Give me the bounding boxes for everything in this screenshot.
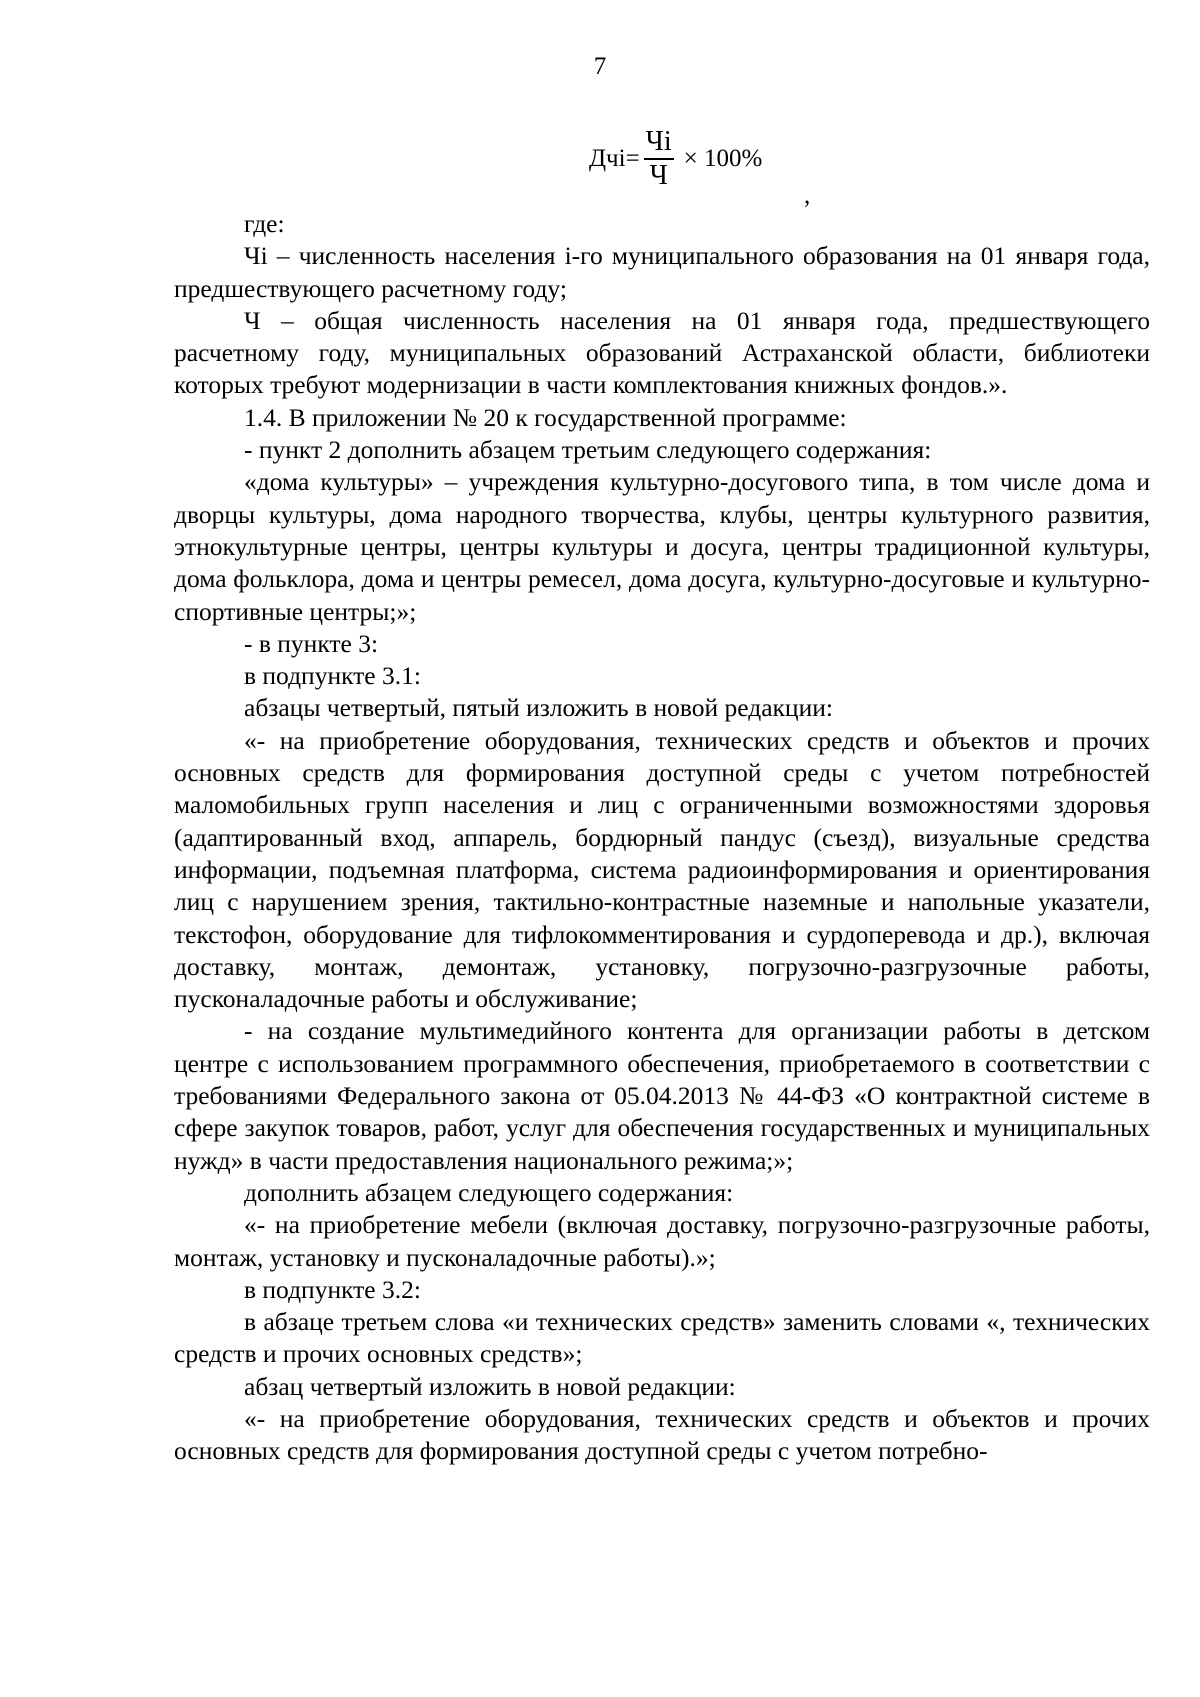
paragraph: - в пункте 3: [244,628,379,658]
paragraph: в абзаце третьем слова «и технических средств» заменить словами «, технических средств и прочих основных средств»; [174,1307,1150,1369]
paragraph: «- на приобретение оборудования, технических средств и объектов и прочих основных средств для формирования доступной среды с учетом потребностей маломобильных групп населения и лиц с ограниченными возможностями здоровья (адаптированный вход, аппарель, бордюрный пандус (съезд), визуальные средства информации, подъемная платформа, система радиоинформирования и ориентирования лиц с нарушением зрения, тактильно-контрастные наземные и напольные указатели, текстофон, оборудование для тифлокомментирования и сурдоперевода и др.), включая доставку, монтаж, демонтаж, установку, погрузочно-разгрузочные работы, пусконаладочные работы и обслуживание; [174,725,1150,1014]
paragraph: абзац четвертый изложить в новой редакции: [244,1371,736,1401]
paragraph: дополнить абзацем следующего содержания: [244,1177,734,1207]
paragraph: «дома культуры» – учреждения культурно-досугового типа, в том числе дома и дворцы культуры, дома народного творчества, клубы, центры культурного развития, этнокультурные центры, центры культуры и досуга, центры традиционной культуры, дома фольклора, дома и центры ремесел, дома досуга, культурно-досуговые и культурно-спортивные центры;»; [174,467,1150,626]
formula-numerator: Чі [644,126,674,160]
formula-trailing-comma: , [804,182,811,209]
paragraph: Чі – численность населения і-го муниципального образования на 01 января года, предшествующего расчетному году; [174,241,1150,303]
formula [589,124,762,194]
formula-fraction [644,126,674,192]
paragraph: в подпункте 3.1: [244,661,421,691]
paragraph: Ч – общая численность населения на 01 января года, предшествующего расчетному году, муниципальных образований Астраханской области, библиотеки которых требуют модернизации в части комплектования книжных фондов.». [174,305,1150,400]
paragraph: в подпункте 3.2: [244,1274,421,1304]
document-body [174,208,1150,1468]
formula-denominator: Ч [649,160,668,191]
paragraph: «- на приобретение оборудования, технических средств и объектов и прочих основных средств для формирования доступной среды с учетом потребно- [174,1403,1150,1466]
paragraph: где: [244,209,285,238]
paragraph: - пункт 2 дополнить абзацем третьим следующего содержания: [244,435,932,465]
page-number: 7 [593,53,607,80]
paragraph: «- на приобретение мебели (включая доставку, погрузочно-разгрузочные работы, монтаж, установку и пусконаладочные работы).»; [174,1210,1150,1272]
paragraph: - на создание мультимедийного контента для организации работы в детском центре с использованием программного обеспечения, приобретаемого в соответствии с требованиями Федерального закона от 05.04.2013 № 44-ФЗ «О контрактной системе в сфере закупок товаров, работ, услуг для обеспечения государственных и муниципальных нужд» в части предоставления национального режима;»; [174,1016,1150,1175]
paragraph: 1.4. В приложении № 20 к государственной программе: [244,402,847,432]
paragraph: абзацы четвертый, пятый изложить в новой редакции: [244,693,833,723]
formula-rhs: × 100% [683,145,763,172]
formula-lhs: Дчі= [589,145,640,172]
